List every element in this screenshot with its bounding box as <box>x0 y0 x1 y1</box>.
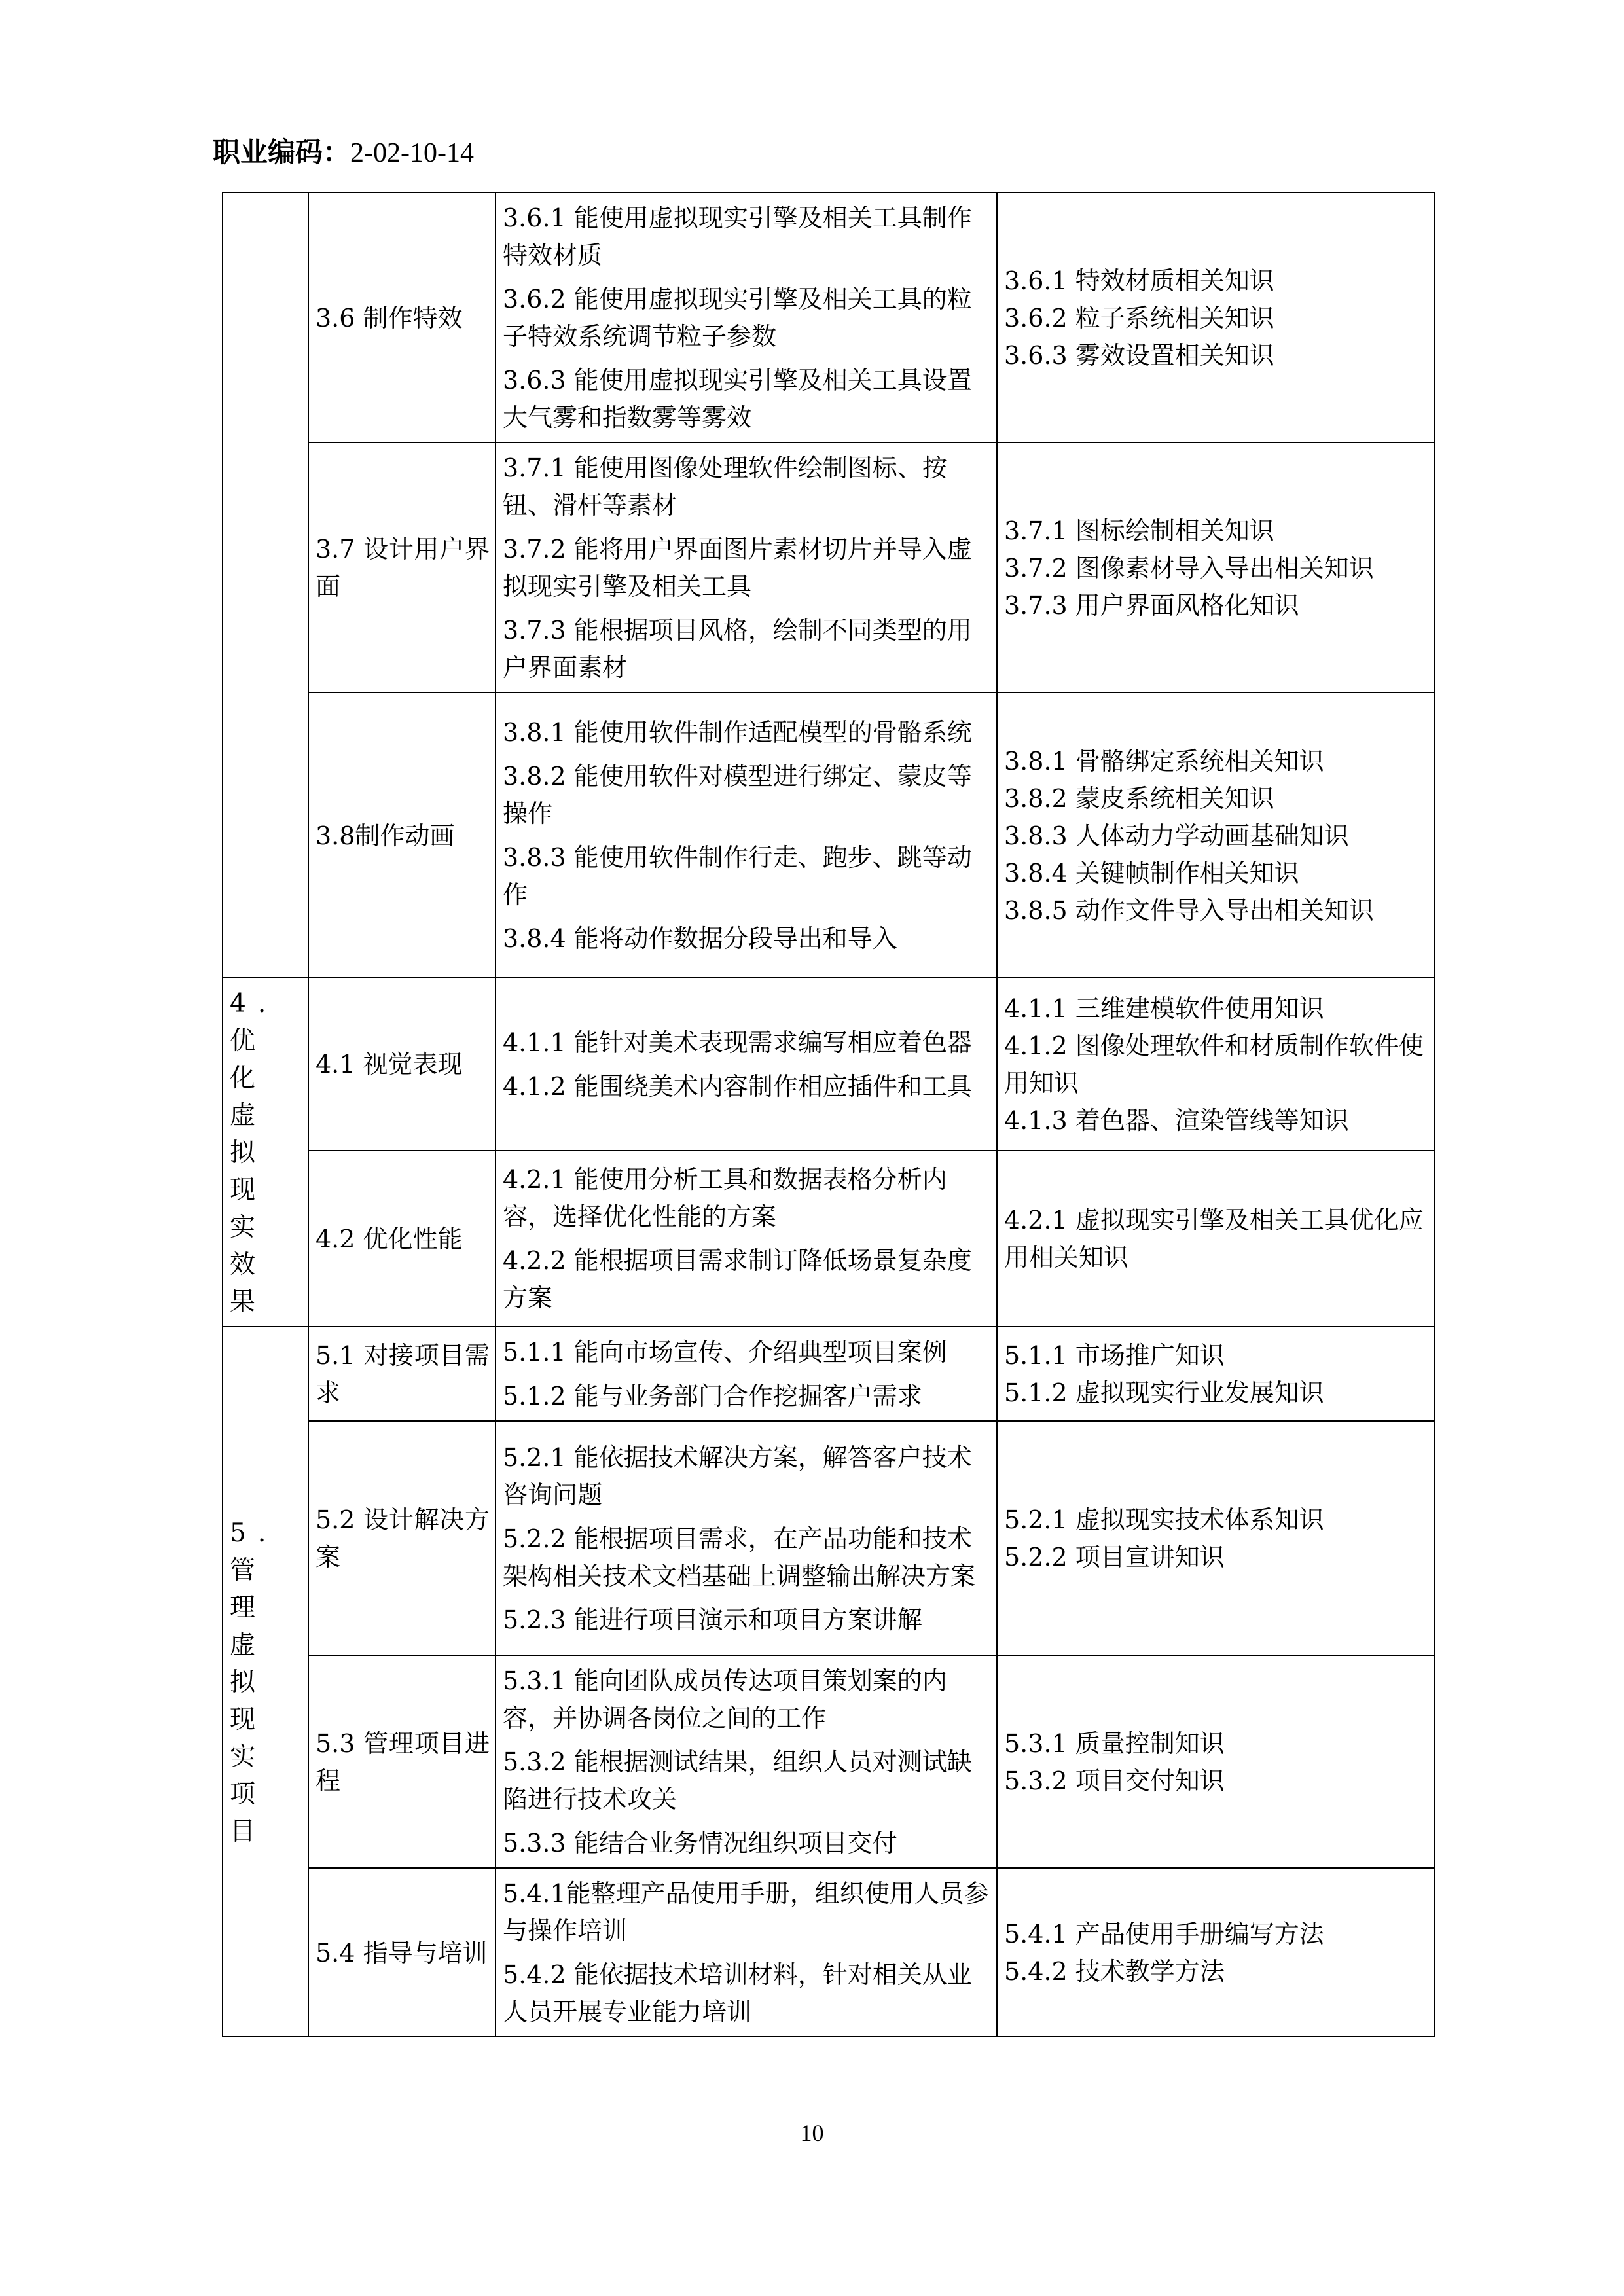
skill-item: 4.2.1 能使用分析工具和数据表格分析内容，选择优化性能的方案 <box>503 1165 947 1232</box>
knowledge-item: 5.1.2 虚拟现实行业发展知识 <box>1004 1378 1324 1407</box>
knowledge-cell <box>997 192 1435 442</box>
knowledge-cell <box>997 692 1435 978</box>
skill-item: 3.7.2 能将用户界面图片素材切片并导入虚拟现实引擎及相关工具 <box>503 535 972 601</box>
work-unit-cell: 5.3 管理项目进程 <box>308 1655 496 1868</box>
knowledge-item: 4.1.3 着色器、渲染管线等知识 <box>1004 1105 1349 1135</box>
skill-item: 5.3.3 能结合业务情况组织项目交付 <box>503 1829 897 1857</box>
table-row <box>223 192 1435 442</box>
skill-item: 4.1.2 能围绕美术内容制作相应插件和工具 <box>503 1071 972 1101</box>
occupation-code-value: 2-02-10-14 <box>350 138 474 168</box>
knowledge-item: 5.3.1 质量控制知识 <box>1004 1729 1225 1758</box>
skill-requirements-cell <box>496 1151 997 1327</box>
knowledge-item: 3.8.2 蒙皮系统相关知识 <box>1004 783 1274 813</box>
category-cell: 5. 管理虚拟现实项目 <box>223 1327 308 2037</box>
skill-item: 3.8.1 能使用软件制作适配模型的骨骼系统 <box>503 718 972 747</box>
knowledge-item: 5.2.2 项目宣讲知识 <box>1004 1543 1225 1571</box>
skill-item: 5.2.3 能进行项目演示和项目方案讲解 <box>503 1605 922 1634</box>
skill-item: 4.2.2 能根据项目需求制订降低场景复杂度方案 <box>503 1246 972 1313</box>
knowledge-item: 3.6.1 特效材质相关知识 <box>1004 266 1274 295</box>
knowledge-item: 3.7.2 图像素材导入导出相关知识 <box>1004 553 1374 583</box>
knowledge-item: 3.8.4 关键帧制作相关知识 <box>1004 858 1299 888</box>
knowledge-item: 5.2.1 虚拟现实技术体系知识 <box>1004 1505 1324 1534</box>
skill-item: 3.8.3 能使用软件制作行走、跑步、跳等动作 <box>503 843 972 909</box>
knowledge-item: 3.8.5 动作文件导入导出相关知识 <box>1004 895 1374 925</box>
skill-requirements-cell <box>496 1868 997 2037</box>
knowledge-cell <box>997 442 1435 692</box>
skill-requirements-cell <box>496 442 997 692</box>
skill-item: 3.8.2 能使用软件对模型进行绑定、蒙皮等操作 <box>503 762 972 828</box>
knowledge-item: 3.6.3 雾效设置相关知识 <box>1004 340 1274 370</box>
skill-item: 3.6.2 能使用虚拟现实引擎及相关工具的粒子特效系统调节粒子参数 <box>503 285 972 351</box>
work-unit-cell: 4.1 视觉表现 <box>308 978 496 1151</box>
knowledge-cell <box>997 1151 1435 1327</box>
skill-item: 5.4.2 能依据技术培训材料，针对相关从业人员开展专业能力培训 <box>503 1960 972 2026</box>
skill-item: 3.8.4 能将动作数据分段导出和导入 <box>503 924 897 953</box>
table-row <box>223 1327 1435 1421</box>
table-row <box>223 1655 1435 1868</box>
knowledge-item: 4.2.1 虚拟现实引擎及相关工具优化应用相关知识 <box>1004 1206 1424 1272</box>
skill-requirements-cell <box>496 1327 997 1421</box>
knowledge-cell <box>997 1421 1435 1655</box>
category-cell <box>223 192 308 978</box>
category-cell: 4. 优化虚拟现实效果 <box>223 978 308 1327</box>
knowledge-item: 3.8.1 骨骼绑定系统相关知识 <box>1004 746 1324 776</box>
skill-requirements-cell <box>496 1421 997 1655</box>
skill-requirements-cell <box>496 192 997 442</box>
work-unit-cell: 4.2 优化性能 <box>308 1151 496 1327</box>
skill-item: 3.7.1 能使用图像处理软件绘制图标、按钮、滑杆等素材 <box>503 454 947 520</box>
knowledge-item: 3.7.3 用户界面风格化知识 <box>1004 590 1299 620</box>
knowledge-item: 4.1.2 图像处理软件和材质制作软件使用知识 <box>1004 1031 1424 1098</box>
skill-item: 5.3.2 能根据测试结果，组织人员对测试缺陷进行技术攻关 <box>503 1748 972 1814</box>
table-row <box>223 442 1435 692</box>
knowledge-cell <box>997 1327 1435 1421</box>
knowledge-item: 5.1.1 市场推广知识 <box>1004 1341 1225 1370</box>
knowledge-cell <box>997 978 1435 1151</box>
skill-item: 5.1.2 能与业务部门合作挖掘客户需求 <box>503 1382 922 1410</box>
table-row <box>223 1868 1435 2037</box>
knowledge-item: 5.4.1 产品使用手册编写方法 <box>1004 1920 1324 1948</box>
skill-item: 5.2.2 能根据项目需求，在产品功能和技术架构相关技术文档基础上调整输出解决方案 <box>503 1524 976 1590</box>
work-unit-cell: 5.1 对接项目需求 <box>308 1327 496 1421</box>
knowledge-item: 3.8.3 人体动力学动画基础知识 <box>1004 821 1349 850</box>
knowledge-cell <box>997 1655 1435 1868</box>
skill-item: 3.6.1 能使用虚拟现实引擎及相关工具制作特效材质 <box>503 204 972 270</box>
work-unit-cell: 5.4 指导与培训 <box>308 1868 496 2037</box>
table-row <box>223 978 1435 1151</box>
skill-item: 5.4.1能整理产品使用手册，组织使用人员参与操作培训 <box>503 1879 989 1945</box>
work-unit-cell: 3.7 设计用户界面 <box>308 442 496 692</box>
work-unit-cell: 3.6 制作特效 <box>308 192 496 442</box>
skill-item: 5.3.1 能向团队成员传达项目策划案的内容，并协调各岗位之间的工作 <box>503 1666 947 1732</box>
skill-requirements-cell <box>496 1655 997 1868</box>
knowledge-item: 5.3.2 项目交付知识 <box>1004 1766 1225 1795</box>
skill-item: 3.7.3 能根据项目风格，绘制不同类型的用户界面素材 <box>503 616 972 682</box>
table-row <box>223 1151 1435 1327</box>
skill-item: 3.6.3 能使用虚拟现实引擎及相关工具设置大气雾和指数雾等雾效 <box>503 366 972 432</box>
occupation-code <box>213 134 474 171</box>
work-unit-cell: 3.8制作动画 <box>308 692 496 978</box>
knowledge-cell <box>997 1868 1435 2037</box>
skill-requirements-cell <box>496 978 997 1151</box>
knowledge-item: 3.7.1 图标绘制相关知识 <box>1004 516 1274 545</box>
skill-item: 5.2.1 能依据技术解决方案，解答客户技术咨询问题 <box>503 1443 972 1509</box>
work-unit-cell: 5.2 设计解决方案 <box>308 1421 496 1655</box>
knowledge-item: 4.1.1 三维建模软件使用知识 <box>1004 994 1324 1023</box>
knowledge-item: 3.6.2 粒子系统相关知识 <box>1004 303 1274 332</box>
table-row <box>223 1421 1435 1655</box>
occupation-code-label: 职业编码： <box>213 136 351 168</box>
knowledge-item: 5.4.2 技术教学方法 <box>1004 1957 1225 1986</box>
skill-item: 4.1.1 能针对美术表现需求编写相应着色器 <box>503 1028 972 1057</box>
skill-requirements-cell <box>496 692 997 978</box>
page-number: 10 <box>800 2120 824 2146</box>
skill-requirements-table <box>222 192 1435 2037</box>
table-row <box>223 692 1435 978</box>
skill-item: 5.1.1 能向市场宣传、介绍典型项目案例 <box>503 1338 947 1367</box>
